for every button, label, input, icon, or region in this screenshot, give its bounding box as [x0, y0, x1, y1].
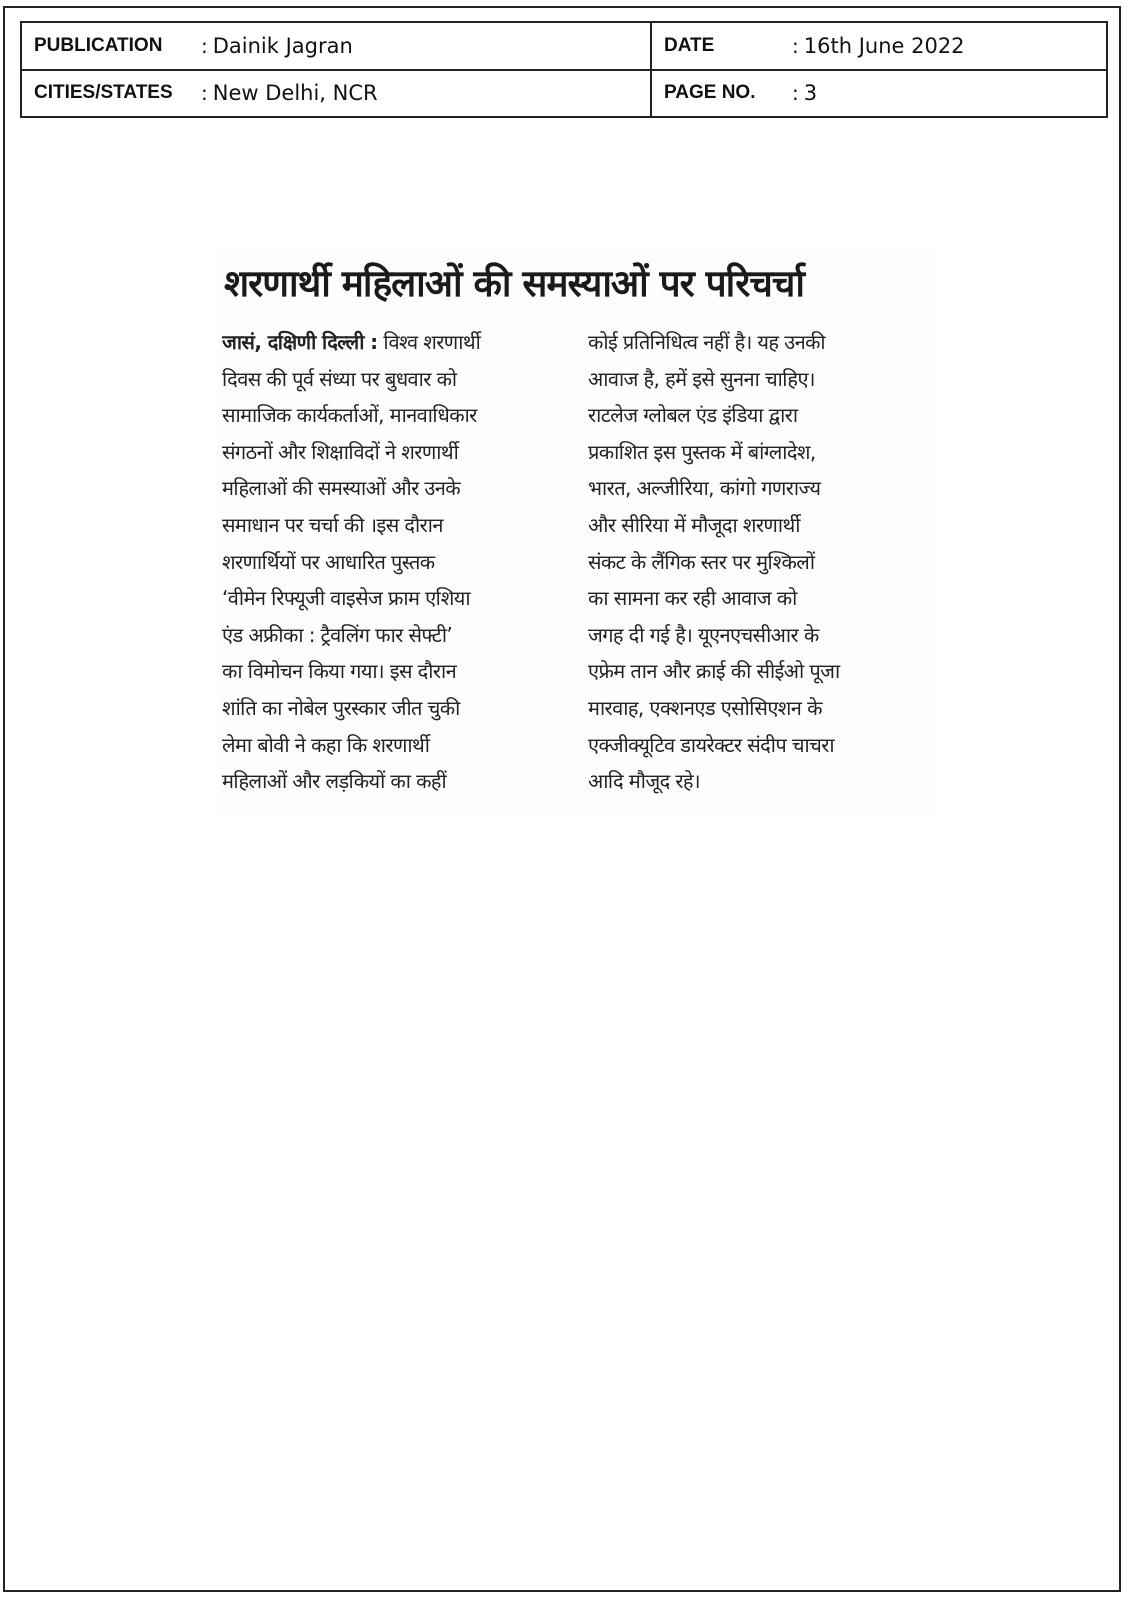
article-line: ‘वीमेन रिफ्यूजी वाइसेज फ्राम एशिया: [222, 586, 470, 611]
article-line: संगठनों और शिक्षाविदों ने शरणार्थी: [222, 439, 459, 464]
article-headline: शरणार्थी महिलाओं की समस्याओं पर परिचर्चा: [224, 262, 804, 305]
article-line: संकट के लैंगिक स्तर पर मुश्किलों: [588, 549, 815, 574]
article-line: आवाज है, हमें इसे सुनना चाहिए।: [588, 366, 815, 391]
article-line: का सामना कर रही आवाज को: [588, 586, 797, 611]
article-line: महिलाओं की समस्याओं और उनके: [222, 476, 461, 501]
publication-cell: [21, 22, 651, 70]
article-line: आदि मौजूद रहे।: [588, 769, 700, 794]
article-line: मारवाह, एक्शनएड एसोसिएशन के: [588, 695, 822, 720]
article-line: शरणार्थियों पर आधारित पुस्तक: [222, 549, 435, 574]
article-line: प्रकाशित इस पुस्तक में बांग्लादेश,: [588, 439, 816, 464]
cities-label: CITIES/STATES: [34, 82, 173, 104]
article-line: राटलेज ग्लोबल एंड इंडिया द्वारा: [588, 403, 798, 428]
cities-value: New Delhi, NCR: [212, 81, 378, 106]
page-no-value: 3: [803, 81, 818, 106]
publication-label: PUBLICATION: [34, 34, 163, 56]
header-row-cities: [21, 70, 1107, 118]
article-line: समाधान पर चर्चा की ।इस दौरान: [222, 512, 443, 537]
date-label: DATE: [664, 34, 715, 56]
article-line: एफ्रेम तान और क्राई की सीईओ पूजा: [588, 659, 840, 684]
news-clipping: [218, 252, 938, 817]
article-line: जगह दी गई है। यूएनएचसीआर के: [588, 622, 819, 647]
article-column-right: [588, 324, 930, 800]
publication-separator: :: [201, 33, 208, 58]
article-line: महिलाओं और लड़कियों का कहीं: [222, 769, 447, 794]
header-row-publication: [21, 22, 1107, 70]
cities-cell: [21, 70, 651, 118]
article-line: दिवस की पूर्व संध्या पर बुधवार को: [222, 366, 457, 391]
date-separator: :: [792, 33, 799, 58]
page-no-label: PAGE NO.: [664, 82, 756, 104]
date-value: 16th June 2022: [803, 33, 965, 58]
article-line: भारत, अल्जीरिया, कांगो गणराज्य: [588, 476, 821, 501]
article-column-left: [222, 324, 564, 800]
header-table: [20, 21, 1108, 118]
article-line: लेमा बोवी ने कहा कि शरणार्थी: [222, 732, 430, 757]
article-line: [222, 324, 564, 361]
page-no-cell: [651, 70, 1107, 118]
article-line: का विमोचन किया गया। इस दौरान: [222, 659, 457, 684]
article-line: एक्जीक्यूटिव डायरेक्टर संदीप चाचरा: [588, 732, 834, 757]
article-line: शांति का नोबेल पुरस्कार जीत चुकी: [222, 695, 460, 720]
article-line: कोई प्रतिनिधित्व नहीं है। यह उनकी: [588, 330, 826, 354]
article-line: सामाजिक कार्यकर्ताओं, मानवाधिकार: [222, 403, 477, 428]
publication-value: Dainik Jagran: [212, 33, 353, 58]
date-cell: [651, 22, 1107, 70]
page-no-separator: :: [792, 81, 799, 106]
article-line: और सीरिया में मौजूदा शरणार्थी: [588, 512, 800, 537]
article-line-text: विश्व शरणार्थी: [383, 330, 481, 354]
article-line: एंड अफ्रीका : ट्रैवलिंग फार सेफ्टी’: [222, 622, 453, 647]
article-dateline: जासं, दक्षिणी दिल्ली :: [222, 330, 378, 354]
cities-separator: :: [201, 81, 208, 106]
